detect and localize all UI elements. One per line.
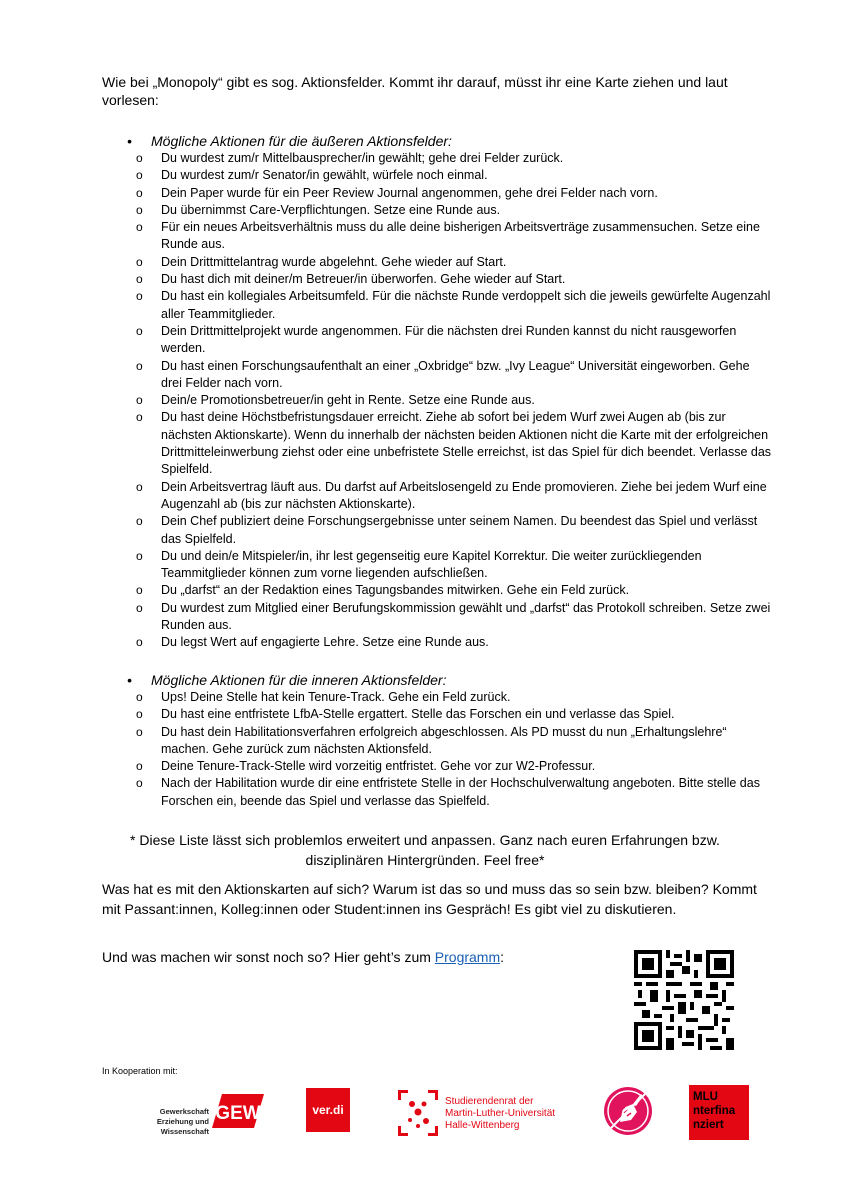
action-item-text: Du wurdest zum Mitglied einer Berufungskommission gewählt und „darfst“ das Protokoll schreiben. Setze zwei Runden aus. bbox=[161, 600, 771, 633]
action-item-text: Du und dein/e Mitspieler/in, ihr lest gegenseitig eure Kapitel Korrektur. Die weiter zurückliegenden Teammitglieder können zum vorne liegenden aufschließen. bbox=[161, 548, 702, 581]
action-item bbox=[102, 167, 772, 184]
circle-bullet-icon: o bbox=[136, 690, 143, 704]
action-item bbox=[102, 706, 772, 723]
outer-actions-list bbox=[102, 150, 772, 652]
action-item bbox=[102, 582, 772, 599]
action-item bbox=[102, 775, 772, 810]
action-item-text: Du hast einen Forschungsaufenthalt an einer „Oxbridge“ bzw. „Ivy League“ Universität eingeworben. Gehe drei Felder nach vorn. bbox=[161, 358, 750, 390]
mlu-unterfinanziert-logo: MLU nterfina nziert bbox=[689, 1085, 749, 1140]
circle-bullet-icon: o bbox=[136, 514, 143, 529]
action-item-text: Dein Chef publiziert deine Forschungsergebnisse unter seinem Namen. Du beendest das Spiel und verlässt das Spielfeld. bbox=[161, 514, 758, 546]
action-item-text: Du übernimmst Care-Verpflichtungen. Setze eine Runde aus. bbox=[161, 202, 501, 217]
circle-bullet-icon: o bbox=[136, 254, 143, 269]
action-item bbox=[102, 724, 772, 759]
discussion-text: Was hat es mit den Aktionskarten auf sich? Warum ist das so und muss das so sein bzw. bleiben? Kommt mit Passant:innen, Kolleg:innen oder Student:innen ins Gespräch! Es gibt viel zu diskutieren. bbox=[102, 881, 757, 917]
circle-bullet-icon: o bbox=[136, 272, 143, 287]
circle-bullet-icon: o bbox=[136, 635, 143, 650]
bullet-icon: • bbox=[127, 672, 132, 688]
circle-bullet-icon: o bbox=[136, 323, 143, 338]
action-item bbox=[102, 271, 772, 288]
circle-bullet-icon: o bbox=[136, 393, 143, 408]
circle-bullet-icon: o bbox=[136, 600, 143, 615]
action-item bbox=[102, 758, 772, 775]
action-item bbox=[102, 202, 772, 219]
action-item-text: Du wurdest zum/r Senator/in gewählt, würfele noch einmal. bbox=[161, 168, 488, 183]
circle-bullet-icon: o bbox=[136, 548, 143, 563]
action-item-text: Du legst Wert auf engagierte Lehre. Setze eine Runde aus. bbox=[161, 635, 489, 650]
action-item bbox=[102, 600, 772, 635]
action-item-text: Ups! Deine Stelle hat kein Tenure-Track. Gehe ein Feld zurück. bbox=[161, 690, 511, 704]
action-item-text: Du hast ein kollegiales Arbeitsumfeld. Für die nächste Runde verdoppelt sich die jeweils gewürfelte Augenzahl aller Teammitglieder. bbox=[161, 289, 771, 321]
circle-bullet-icon: o bbox=[136, 202, 143, 217]
bullet-icon: • bbox=[127, 133, 132, 149]
action-item-text: Du hast dein Habilitationsverfahren erfolgreich abgeschlossen. Als PD musst du nun „Erhaltungslehre“ machen. Gehe zurück zum nächsten Aktionsfeld. bbox=[161, 724, 727, 756]
action-item-text: Deine Tenure-Track-Stelle wird vorzeitig entfristet. Gehe vor zur W2-Professur. bbox=[161, 759, 596, 774]
circle-bullet-icon: o bbox=[136, 220, 143, 235]
circle-bullet-icon: o bbox=[136, 168, 143, 183]
outer-actions-section bbox=[102, 133, 772, 652]
stura-logo-text: Studierendenrat der Martin-Luther-Universität Halle-Wittenberg bbox=[445, 1096, 556, 1131]
qr-code-icon[interactable] bbox=[634, 950, 734, 1050]
action-item-text: Du hast dich mit deiner/m Betreuer/in überworfen. Gehe wieder auf Start. bbox=[161, 272, 566, 287]
action-item-text: Dein Arbeitsvertrag läuft aus. Du darfst auf Arbeitslosengeld zu Ende promovieren. Ziehe bei jedem Wurf eine Augenzahl ab (bis zur nächsten Aktionskarte). bbox=[161, 479, 767, 511]
gew-logo-text: Gewerkschaft Erziehung und Wissenschaft bbox=[156, 1107, 209, 1136]
circle-bullet-icon: o bbox=[136, 185, 143, 200]
inner-actions-heading: • Mögliche Aktionen für die inneren Aktionsfelder: bbox=[127, 672, 447, 688]
action-item-text: Dein/e Promotionsbetreuer/in geht in Rente. Setze eine Runde aus. bbox=[161, 393, 535, 408]
circle-bullet-icon: o bbox=[136, 707, 143, 722]
action-item-text: Du hast deine Höchstbefristungsdauer erreicht. Ziehe ab sofort bei jedem Wurf zwei Augen ab (bis zur nächsten Aktionskarte). Wenn du innerhalb der nächsten beiden Aktionen nicht die Karte mit der erfolgreichen Drittmitteleinwerbung ziehst oder eine unbefristete Stelle erreichst, ist das Spiel für dich beendet. Verlasse das Spielfeld. bbox=[161, 410, 772, 477]
action-item-text: Du hast eine entfristete LfbA-Stelle ergattert. Stelle das Forschen ein und verlasse das Spiel. bbox=[161, 707, 675, 722]
action-item-text: Nach der Habilitation wurde dir eine entfristete Stelle in der Hochschulverwaltung angeboten. Bitte stelle das Forschen ein, beende das Spiel und verlasse das Spielfeld. bbox=[161, 776, 760, 808]
action-item-text: Du „darfst“ an der Redaktion eines Tagungsbandes mitwirken. Gehe ein Feld zurück. bbox=[161, 583, 630, 598]
circle-bullet-icon: o bbox=[136, 759, 143, 774]
program-link[interactable]: Programm bbox=[434, 949, 501, 965]
circle-bullet-icon: o bbox=[136, 410, 143, 425]
gew-logo bbox=[212, 1094, 264, 1128]
customization-note: * Diese Liste lässt sich problemlos erweitert und anpassen. Ganz nach euren Erfahrungen bzw. disziplinären Hintergründen. Feel free* bbox=[130, 832, 720, 868]
outer-actions-heading: • Mögliche Aktionen für die äußeren Aktionsfelder: bbox=[127, 133, 452, 149]
inner-actions-list bbox=[102, 689, 772, 810]
svg-text:GEW: GEW bbox=[215, 1103, 261, 1124]
action-item bbox=[102, 479, 772, 514]
action-item-text: Dein Drittmittelprojekt wurde angenommen. Für die nächsten drei Runden kannst du nicht rausgeworfen werden. bbox=[161, 323, 737, 356]
action-item bbox=[102, 548, 772, 583]
circle-bullet-icon: o bbox=[136, 289, 143, 304]
action-item bbox=[102, 392, 772, 409]
circle-bullet-icon: o bbox=[136, 583, 143, 598]
circle-bullet-icon: o bbox=[136, 479, 143, 494]
action-item bbox=[102, 288, 772, 323]
action-item bbox=[102, 185, 772, 202]
circle-bullet-icon: o bbox=[136, 776, 143, 791]
action-item bbox=[102, 358, 772, 393]
action-item-text: Dein Drittmittelantrag wurde abgelehnt. Gehe wieder auf Start. bbox=[161, 254, 507, 269]
inner-actions-section bbox=[102, 672, 772, 810]
action-item-text: Für ein neues Arbeitsverhältnis muss du alle deine bisherigen Arbeitsverträge zusammensuchen. Setze eine Runde aus. bbox=[161, 220, 760, 252]
action-item-text: Dein Paper wurde für ein Peer Review Journal angenommen, gehe drei Felder nach vorn. bbox=[161, 185, 658, 200]
action-item bbox=[102, 150, 772, 167]
action-item bbox=[102, 513, 772, 548]
circle-bullet-icon: o bbox=[136, 358, 143, 373]
intro-text: Wie bei „Monopoly“ gibt es sog. Aktionsfelder. Kommt ihr darauf, müsst ihr eine Karte ziehen und laut vorlesen: bbox=[102, 74, 728, 108]
action-item bbox=[102, 219, 772, 254]
circle-bullet-icon: o bbox=[136, 724, 143, 739]
stura-logo bbox=[398, 1090, 438, 1136]
circle-bullet-icon: o bbox=[136, 151, 143, 165]
action-item bbox=[102, 689, 772, 706]
action-item bbox=[102, 254, 772, 271]
action-item bbox=[102, 323, 772, 358]
fist-pen-logo bbox=[603, 1086, 653, 1136]
verdi-logo: ver.di bbox=[306, 1088, 350, 1132]
action-item bbox=[102, 409, 772, 478]
action-item bbox=[102, 634, 772, 651]
program-line: Und was machen wir sonst noch so? Hier geht’s zum Programm: bbox=[102, 949, 505, 965]
cooperation-label: In Kooperation mit: bbox=[102, 1066, 178, 1076]
action-item-text: Du wurdest zum/r Mittelbausprecher/in gewählt; gehe drei Felder zurück. bbox=[161, 151, 564, 165]
